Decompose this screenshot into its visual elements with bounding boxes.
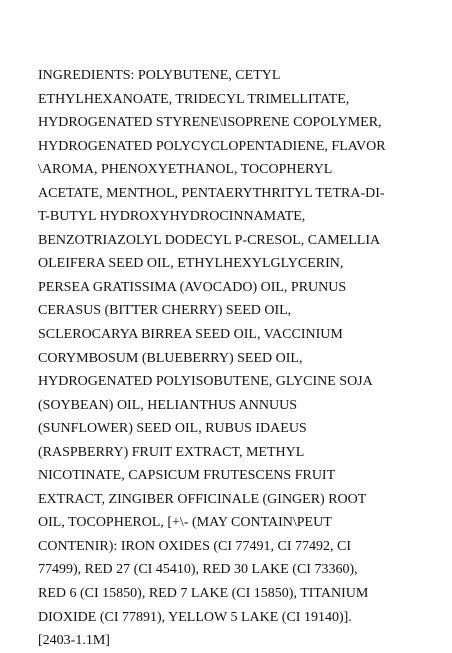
ingredients-line: INGREDIENTS: POLYBUTENE, CETYL xyxy=(38,68,281,83)
ingredients-line: PERSEA GRATISSIMA (AVOCADO) OIL, PRUNUS xyxy=(38,279,347,295)
ingredients-line: HYDROGENATED POLYCYCLOPENTADIENE, FLAVOR xyxy=(38,138,386,154)
ingredients-line: EXTRACT, ZINGIBER OFFICINALE (GINGER) ROOT xyxy=(38,491,367,507)
ingredients-line: SCLEROCARYA BIRREA SEED OIL, VACCINIUM xyxy=(38,327,343,343)
ingredients-line: OIL, TOCOPHEROL, [+\- (MAY CONTAIN\PEUT xyxy=(38,515,332,531)
ingredients-line: ETHYLHEXANOATE, TRIDECYL TRIMELLITATE, xyxy=(38,91,350,107)
batch-code: [2403-1.1M] xyxy=(38,633,110,649)
ingredients-line: HYDROGENATED STYRENE\ISOPRENE COPOLYMER, xyxy=(38,115,382,131)
ingredients-line: ACETATE, MENTHOL, PENTAERYTHRITYL TETRA-DI- xyxy=(38,185,385,201)
ingredients-text-block xyxy=(38,64,438,653)
ingredients-line: HYDROGENATED POLYISOBUTENE, GLYCINE SOJA xyxy=(38,374,373,390)
ingredients-line: RED 6 (CI 15850), RED 7 LAKE (CI 15850), TITANIUM xyxy=(38,586,369,602)
ingredients-line: \AROMA, PHENOXYETHANOL, TOCOPHERYL xyxy=(38,162,333,178)
ingredients-line: CERASUS (BITTER CHERRY) SEED OIL, xyxy=(38,303,292,319)
ingredients-line: DIOXIDE (CI 77891), YELLOW 5 LAKE (CI 19140)]. xyxy=(38,609,352,625)
ingredients-line: BENZOTRIAZOLYL DODECYL P-CRESOL, CAMELLIA xyxy=(38,232,381,248)
ingredients-line: OLEIFERA SEED OIL, ETHYLHEXYLGLYCERIN, xyxy=(38,256,344,272)
ingredients-line: (SUNFLOWER) SEED OIL, RUBUS IDAEUS xyxy=(38,421,307,437)
ingredients-line: (SOYBEAN) OIL, HELIANTHUS ANNUUS xyxy=(38,397,297,413)
ingredients-line: 77499), RED 27 (CI 45410), RED 30 LAKE (CI 73360), xyxy=(38,562,358,578)
ingredients-line: T-BUTYL HYDROXYHYDROCINNAMATE, xyxy=(38,209,306,225)
ingredients-line: NICOTINATE, CAPSICUM FRUTESCENS FRUIT xyxy=(38,468,336,484)
ingredients-line: CONTENIR): IRON OXIDES (CI 77491, CI 77492, CI xyxy=(38,538,352,554)
ingredients-line: (RASPBERRY) FRUIT EXTRACT, METHYL xyxy=(38,444,305,460)
ingredients-line: CORYMBOSUM (BLUEBERRY) SEED OIL, xyxy=(38,350,303,366)
